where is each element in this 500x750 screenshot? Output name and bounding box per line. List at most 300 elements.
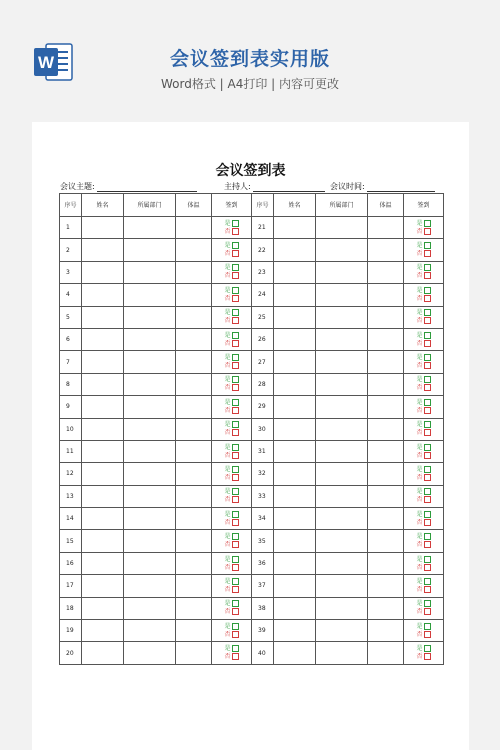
no-checkbox[interactable] [232, 631, 239, 638]
signin-cell[interactable] [212, 306, 252, 328]
no-checkbox[interactable] [232, 429, 239, 436]
signin-cell[interactable] [404, 239, 444, 261]
no-checkbox[interactable] [424, 541, 431, 548]
name-cell[interactable] [82, 642, 124, 664]
yes-checkbox[interactable] [232, 578, 239, 585]
no-checkbox[interactable] [232, 541, 239, 548]
signin-cell[interactable] [212, 373, 252, 395]
temperature-cell[interactable] [368, 552, 404, 574]
row-number: 24 [252, 284, 274, 306]
temperature-cell[interactable] [176, 261, 212, 283]
temperature-cell[interactable] [368, 597, 404, 619]
signin-no-label: 否 [224, 541, 231, 549]
signin-yes-label: 是 [416, 443, 423, 451]
department-cell[interactable] [124, 642, 176, 664]
signin-no-label: 否 [416, 630, 423, 638]
signin-cell[interactable] [404, 396, 444, 418]
department-cell[interactable] [316, 373, 368, 395]
name-cell[interactable] [274, 373, 316, 395]
no-checkbox[interactable] [232, 452, 239, 459]
name-cell[interactable] [274, 463, 316, 485]
department-cell[interactable] [316, 328, 368, 350]
temperature-cell[interactable] [368, 440, 404, 462]
signin-cell[interactable] [212, 530, 252, 552]
yes-checkbox[interactable] [424, 242, 431, 249]
signin-cell[interactable] [404, 508, 444, 530]
department-cell[interactable] [316, 485, 368, 507]
name-cell[interactable] [82, 284, 124, 306]
yes-checkbox[interactable] [424, 533, 431, 540]
table-row [60, 485, 444, 507]
sign-in-table [59, 193, 444, 665]
temperature-cell[interactable] [176, 440, 212, 462]
no-checkbox[interactable] [232, 362, 239, 369]
yes-checkbox[interactable] [424, 354, 431, 361]
temperature-cell[interactable] [176, 396, 212, 418]
signin-no-label: 否 [224, 227, 231, 235]
yes-checkbox[interactable] [424, 220, 431, 227]
signin-no-label: 否 [224, 518, 231, 526]
signin-no-label: 否 [416, 406, 423, 414]
signin-yes-label: 是 [416, 309, 423, 317]
signin-cell[interactable] [212, 396, 252, 418]
signin-yes-label: 是 [224, 286, 231, 294]
department-cell[interactable] [316, 642, 368, 664]
signin-cell[interactable] [212, 642, 252, 664]
no-checkbox[interactable] [232, 608, 239, 615]
row-number: 27 [252, 351, 274, 373]
name-cell[interactable] [82, 351, 124, 373]
temperature-cell[interactable] [176, 552, 212, 574]
no-checkbox[interactable] [232, 564, 239, 571]
temperature-cell[interactable] [176, 463, 212, 485]
banner [0, 0, 500, 120]
department-cell[interactable] [316, 284, 368, 306]
temperature-cell[interactable] [368, 463, 404, 485]
department-cell[interactable] [124, 261, 176, 283]
no-checkbox[interactable] [424, 452, 431, 459]
name-cell[interactable] [274, 284, 316, 306]
name-cell[interactable] [274, 485, 316, 507]
name-cell[interactable] [274, 217, 316, 239]
department-cell[interactable] [124, 485, 176, 507]
temperature-cell[interactable] [368, 261, 404, 283]
signin-cell[interactable] [212, 418, 252, 440]
signin-cell[interactable] [212, 620, 252, 642]
no-checkbox[interactable] [424, 519, 431, 526]
department-cell[interactable] [316, 597, 368, 619]
signin-cell[interactable] [404, 373, 444, 395]
no-checkbox[interactable] [424, 228, 431, 235]
name-cell[interactable] [274, 239, 316, 261]
temperature-cell[interactable] [176, 418, 212, 440]
no-checkbox[interactable] [424, 295, 431, 302]
department-cell[interactable] [124, 620, 176, 642]
name-cell[interactable] [82, 508, 124, 530]
name-cell[interactable] [82, 328, 124, 350]
no-checkbox[interactable] [424, 429, 431, 436]
department-cell[interactable] [124, 440, 176, 462]
yes-checkbox[interactable] [424, 444, 431, 451]
department-cell[interactable] [316, 575, 368, 597]
no-checkbox[interactable] [232, 653, 239, 660]
row-number: 9 [60, 396, 82, 418]
table-header-row [60, 194, 444, 217]
yes-checkbox[interactable] [424, 264, 431, 271]
temperature-cell[interactable] [176, 597, 212, 619]
signin-cell[interactable] [404, 575, 444, 597]
yes-checkbox[interactable] [232, 376, 239, 383]
department-cell[interactable] [124, 530, 176, 552]
no-checkbox[interactable] [232, 586, 239, 593]
signin-cell[interactable] [212, 261, 252, 283]
row-number: 15 [60, 530, 82, 552]
row-number: 20 [60, 642, 82, 664]
department-cell[interactable] [124, 328, 176, 350]
yes-checkbox[interactable] [232, 399, 239, 406]
signin-cell[interactable] [212, 217, 252, 239]
yes-checkbox[interactable] [424, 556, 431, 563]
yes-checkbox[interactable] [232, 220, 239, 227]
name-cell[interactable] [274, 642, 316, 664]
department-cell[interactable] [124, 373, 176, 395]
temperature-cell[interactable] [176, 485, 212, 507]
yes-checkbox[interactable] [232, 309, 239, 316]
no-checkbox[interactable] [232, 250, 239, 257]
yes-checkbox[interactable] [424, 488, 431, 495]
no-checkbox[interactable] [424, 272, 431, 279]
no-checkbox[interactable] [424, 631, 431, 638]
signin-no-label: 否 [224, 653, 231, 661]
signin-cell[interactable] [404, 217, 444, 239]
yes-checkbox[interactable] [232, 488, 239, 495]
temperature-cell[interactable] [176, 217, 212, 239]
no-checkbox[interactable] [424, 608, 431, 615]
yes-checkbox[interactable] [232, 354, 239, 361]
department-cell[interactable] [124, 306, 176, 328]
signin-yes-label: 是 [416, 242, 423, 250]
signin-cell[interactable] [404, 463, 444, 485]
header-temperature: 体温 [176, 194, 212, 217]
temperature-cell[interactable] [368, 418, 404, 440]
no-checkbox[interactable] [424, 384, 431, 391]
department-cell[interactable] [124, 575, 176, 597]
row-number: 38 [252, 597, 274, 619]
signin-no-label: 否 [416, 294, 423, 302]
name-cell[interactable] [82, 597, 124, 619]
table-row [60, 261, 444, 283]
temperature-cell[interactable] [368, 306, 404, 328]
row-number: 8 [60, 373, 82, 395]
signin-yes-label: 是 [224, 242, 231, 250]
yes-checkbox[interactable] [232, 287, 239, 294]
sheet-title: 会议签到表 [215, 163, 286, 179]
department-cell[interactable] [316, 508, 368, 530]
yes-checkbox[interactable] [424, 600, 431, 607]
table-row [60, 328, 444, 350]
no-checkbox[interactable] [424, 317, 431, 324]
temperature-cell[interactable] [176, 284, 212, 306]
name-cell[interactable] [274, 552, 316, 574]
temperature-cell[interactable] [176, 351, 212, 373]
signin-yes-label: 是 [224, 555, 231, 563]
signin-yes-label: 是 [224, 577, 231, 585]
temperature-cell[interactable] [368, 351, 404, 373]
name-cell[interactable] [82, 620, 124, 642]
signin-cell[interactable] [404, 642, 444, 664]
yes-checkbox[interactable] [424, 399, 431, 406]
yes-checkbox[interactable] [424, 578, 431, 585]
yes-checkbox[interactable] [232, 533, 239, 540]
row-number: 5 [60, 306, 82, 328]
yes-checkbox[interactable] [424, 376, 431, 383]
yes-checkbox[interactable] [232, 264, 239, 271]
department-cell[interactable] [316, 396, 368, 418]
no-checkbox[interactable] [232, 474, 239, 481]
banner-subtitle: Word格式 | A4打印 | 内容可更改 [160, 77, 340, 91]
temperature-cell[interactable] [176, 620, 212, 642]
yes-checkbox[interactable] [232, 556, 239, 563]
department-cell[interactable] [316, 440, 368, 462]
signin-no-label: 否 [416, 317, 423, 325]
signin-cell[interactable] [404, 440, 444, 462]
signin-no-label: 否 [416, 653, 423, 661]
name-cell[interactable] [274, 597, 316, 619]
no-checkbox[interactable] [424, 340, 431, 347]
name-cell[interactable] [274, 620, 316, 642]
signin-no-label: 否 [224, 473, 231, 481]
yes-checkbox[interactable] [424, 511, 431, 518]
yes-checkbox[interactable] [424, 332, 431, 339]
signin-cell[interactable] [404, 418, 444, 440]
signin-no-label: 否 [416, 250, 423, 258]
yes-checkbox[interactable] [232, 444, 239, 451]
signin-cell[interactable] [212, 575, 252, 597]
row-number: 35 [252, 530, 274, 552]
signin-cell[interactable] [404, 620, 444, 642]
no-checkbox[interactable] [232, 228, 239, 235]
name-cell[interactable] [274, 530, 316, 552]
table-row [60, 552, 444, 574]
no-checkbox[interactable] [232, 519, 239, 526]
yes-checkbox[interactable] [424, 466, 431, 473]
no-checkbox[interactable] [232, 340, 239, 347]
signin-cell[interactable] [212, 328, 252, 350]
temperature-cell[interactable] [176, 642, 212, 664]
yes-checkbox[interactable] [424, 287, 431, 294]
meeting-time-label: 会议时间: [330, 182, 365, 191]
header-signin: 签到 [404, 194, 444, 217]
signin-no-label: 否 [224, 294, 231, 302]
name-cell[interactable] [82, 217, 124, 239]
no-checkbox[interactable] [232, 317, 239, 324]
no-checkbox[interactable] [232, 384, 239, 391]
temperature-cell[interactable] [368, 396, 404, 418]
yes-checkbox[interactable] [232, 332, 239, 339]
department-cell[interactable] [124, 239, 176, 261]
yes-checkbox[interactable] [232, 511, 239, 518]
row-number: 7 [60, 351, 82, 373]
signin-yes-label: 是 [416, 533, 423, 541]
signin-yes-label: 是 [416, 488, 423, 496]
no-checkbox[interactable] [424, 407, 431, 414]
no-checkbox[interactable] [232, 407, 239, 414]
temperature-cell[interactable] [368, 373, 404, 395]
name-cell[interactable] [82, 552, 124, 574]
signin-cell[interactable] [212, 552, 252, 574]
yes-checkbox[interactable] [424, 309, 431, 316]
signin-no-label: 否 [224, 630, 231, 638]
department-cell[interactable] [316, 351, 368, 373]
yes-checkbox[interactable] [424, 623, 431, 630]
department-cell[interactable] [124, 418, 176, 440]
temperature-cell[interactable] [368, 485, 404, 507]
signin-cell[interactable] [212, 508, 252, 530]
name-cell[interactable] [82, 485, 124, 507]
signin-cell[interactable] [404, 552, 444, 574]
yes-checkbox[interactable] [232, 645, 239, 652]
temperature-cell[interactable] [176, 373, 212, 395]
no-checkbox[interactable] [232, 496, 239, 503]
signin-cell[interactable] [404, 306, 444, 328]
yes-checkbox[interactable] [424, 645, 431, 652]
department-cell[interactable] [124, 217, 176, 239]
signin-cell[interactable] [404, 284, 444, 306]
name-cell[interactable] [274, 306, 316, 328]
signin-cell[interactable] [212, 351, 252, 373]
department-cell[interactable] [316, 217, 368, 239]
name-cell[interactable] [82, 418, 124, 440]
temperature-cell[interactable] [176, 306, 212, 328]
name-cell[interactable] [274, 261, 316, 283]
signin-yes-label: 是 [224, 465, 231, 473]
yes-checkbox[interactable] [232, 600, 239, 607]
department-cell[interactable] [316, 620, 368, 642]
signin-cell[interactable] [212, 463, 252, 485]
temperature-cell[interactable] [368, 620, 404, 642]
row-number: 31 [252, 440, 274, 462]
name-cell[interactable] [82, 261, 124, 283]
signin-yes-label: 是 [224, 443, 231, 451]
yes-checkbox[interactable] [424, 421, 431, 428]
no-checkbox[interactable] [424, 496, 431, 503]
name-cell[interactable] [82, 440, 124, 462]
signin-cell[interactable] [404, 530, 444, 552]
signin-cell[interactable] [404, 485, 444, 507]
host-label: 主持人: [224, 182, 251, 191]
signin-yes-label: 是 [224, 376, 231, 384]
no-checkbox[interactable] [424, 564, 431, 571]
signin-cell[interactable] [212, 485, 252, 507]
no-checkbox[interactable] [424, 653, 431, 660]
name-cell[interactable] [82, 239, 124, 261]
signin-no-label: 否 [416, 541, 423, 549]
temperature-cell[interactable] [176, 530, 212, 552]
name-cell[interactable] [274, 575, 316, 597]
signin-no-label: 否 [224, 339, 231, 347]
row-number: 13 [60, 485, 82, 507]
department-cell[interactable] [316, 306, 368, 328]
department-cell[interactable] [124, 463, 176, 485]
name-cell[interactable] [82, 575, 124, 597]
name-cell[interactable] [82, 373, 124, 395]
department-cell[interactable] [316, 552, 368, 574]
yes-checkbox[interactable] [232, 466, 239, 473]
no-checkbox[interactable] [424, 474, 431, 481]
yes-checkbox[interactable] [232, 421, 239, 428]
signin-yes-label: 是 [416, 286, 423, 294]
name-cell[interactable] [274, 396, 316, 418]
department-cell[interactable] [316, 418, 368, 440]
temperature-cell[interactable] [368, 284, 404, 306]
signin-cell[interactable] [212, 284, 252, 306]
signin-yes-label: 是 [224, 219, 231, 227]
temperature-cell[interactable] [176, 508, 212, 530]
name-cell[interactable] [274, 508, 316, 530]
yes-checkbox[interactable] [232, 623, 239, 630]
temperature-cell[interactable] [368, 642, 404, 664]
temperature-cell[interactable] [368, 328, 404, 350]
name-cell[interactable] [82, 463, 124, 485]
temperature-cell[interactable] [176, 328, 212, 350]
department-cell[interactable] [316, 530, 368, 552]
department-cell[interactable] [316, 261, 368, 283]
temperature-cell[interactable] [368, 239, 404, 261]
department-cell[interactable] [124, 396, 176, 418]
department-cell[interactable] [124, 552, 176, 574]
signin-cell[interactable] [212, 597, 252, 619]
name-cell[interactable] [82, 530, 124, 552]
no-checkbox[interactable] [232, 295, 239, 302]
signin-no-label: 否 [416, 227, 423, 235]
name-cell[interactable] [274, 328, 316, 350]
department-cell[interactable] [124, 284, 176, 306]
no-checkbox[interactable] [424, 250, 431, 257]
temperature-cell[interactable] [368, 217, 404, 239]
no-checkbox[interactable] [232, 272, 239, 279]
temperature-cell[interactable] [176, 239, 212, 261]
temperature-cell[interactable] [176, 575, 212, 597]
signin-cell[interactable] [212, 239, 252, 261]
yes-checkbox[interactable] [232, 242, 239, 249]
row-number: 34 [252, 508, 274, 530]
name-cell[interactable] [274, 418, 316, 440]
temperature-cell[interactable] [368, 508, 404, 530]
meeting-time-field [330, 181, 435, 192]
no-checkbox[interactable] [424, 586, 431, 593]
department-cell[interactable] [316, 239, 368, 261]
temperature-cell[interactable] [368, 575, 404, 597]
department-cell[interactable] [124, 351, 176, 373]
signin-cell[interactable] [404, 261, 444, 283]
name-cell[interactable] [82, 306, 124, 328]
signin-yes-label: 是 [224, 398, 231, 406]
signin-yes-label: 是 [224, 510, 231, 518]
signin-cell[interactable] [404, 597, 444, 619]
signin-cell[interactable] [404, 351, 444, 373]
temperature-cell[interactable] [368, 530, 404, 552]
name-cell[interactable] [82, 396, 124, 418]
signin-cell[interactable] [212, 440, 252, 462]
department-cell[interactable] [316, 463, 368, 485]
department-cell[interactable] [124, 508, 176, 530]
department-cell[interactable] [124, 597, 176, 619]
signin-cell[interactable] [404, 328, 444, 350]
name-cell[interactable] [274, 440, 316, 462]
signin-no-label: 否 [224, 496, 231, 504]
no-checkbox[interactable] [424, 362, 431, 369]
name-cell[interactable] [274, 351, 316, 373]
